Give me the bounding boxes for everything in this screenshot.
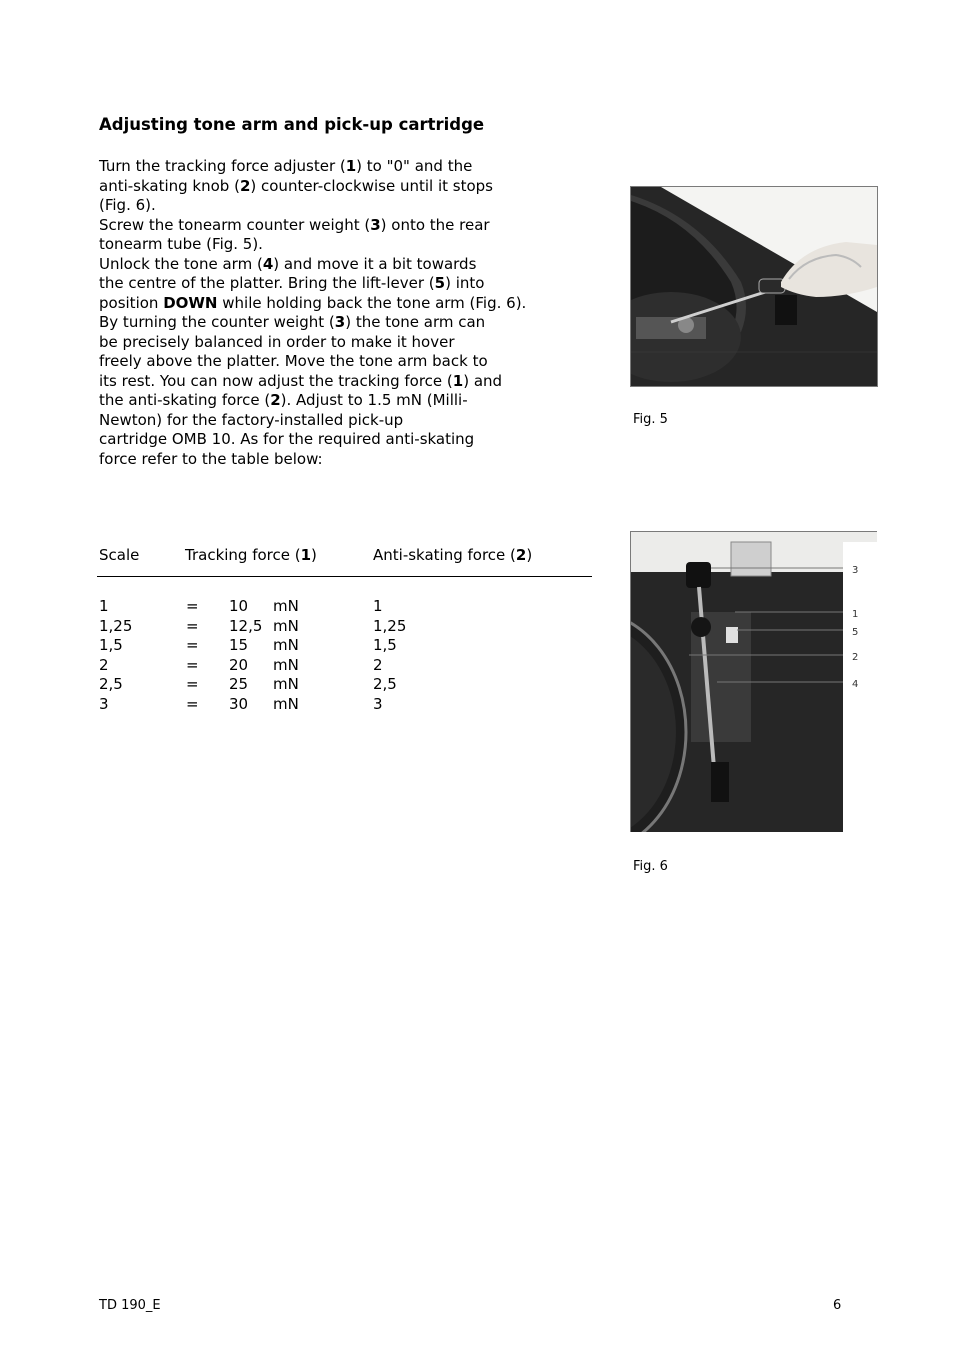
paragraph-line: By turning the counter weight (3) the tone arm can [99, 313, 486, 331]
table-cell-unit: mN [273, 675, 299, 694]
paragraph-line: anti-skating knob (2) counter-clockwise until it stops [99, 176, 493, 195]
table-header-scale: Scale [99, 546, 140, 564]
table-cell-unit: mN [273, 636, 299, 655]
fig5-turntable-illustration [631, 187, 877, 386]
table-cell-eq: = [186, 675, 199, 694]
table-cell-eq: = [186, 636, 199, 655]
table-cell-unit: mN [273, 655, 299, 674]
table-cell-anti: 2 [373, 655, 383, 674]
table-cell-eq: = [186, 616, 199, 635]
table-cell-scale: 1,25 [99, 616, 133, 635]
fig6-callout-label: 1 [852, 609, 859, 620]
table-cell-anti: 1 [373, 597, 383, 615]
table-cell-scale: 1 [99, 597, 109, 615]
fig6-callout-label: 3 [852, 565, 859, 576]
fig5-photo [630, 186, 878, 387]
fig6-callout-label: 2 [852, 652, 859, 663]
fig6-tonearm-illustration [631, 532, 877, 832]
page-number: 6 [833, 1298, 842, 1313]
paragraph-line: cartridge OMB 10. As for the required anti-skating [99, 430, 475, 448]
paragraph-line: Unlock the tone arm (4) and move it a bit towards [99, 254, 477, 273]
paragraph-line: Newton) for the factory-installed pick-up [99, 410, 404, 429]
paragraph-line: the anti-skating force (2). Adjust to 1.5 mN (Milli- [99, 391, 468, 409]
table-cell-unit: mN [273, 695, 299, 713]
footer-doc-id: TD 190_E [99, 1298, 161, 1313]
table-cell-eq: = [186, 695, 199, 713]
paragraph-line: force refer to the table below: [99, 449, 323, 468]
table-cell-value: 12,5 [229, 616, 263, 635]
table-cell-eq: = [186, 655, 199, 674]
table-cell-scale: 3 [99, 695, 109, 713]
paragraph-line: Screw the tonearm counter weight (3) onto the rear [99, 215, 490, 234]
fig6-photo [630, 531, 877, 832]
table-cell-value: 20 [229, 655, 249, 674]
paragraph-line: the centre of the platter. Bring the lift-lever (5) into [99, 274, 485, 292]
paragraph-line: Turn the tracking force adjuster (1) to "0" and the [99, 157, 473, 175]
fig6-callout-label: 5 [852, 627, 859, 638]
paragraph-line: be precisely balanced in order to make it hover [99, 332, 455, 351]
table-cell-value: 25 [229, 675, 249, 694]
fig6-callout-label: 4 [852, 679, 859, 690]
table-cell-value: 30 [229, 695, 249, 713]
table-cell-anti: 1,25 [373, 616, 407, 635]
paragraph-line: freely above the platter. Move the tone arm back to [99, 352, 488, 370]
section-title: Adjusting tone arm and pick-up cartridge [99, 115, 485, 134]
paragraph-line: position DOWN while holding back the tone arm (Fig. 6). [99, 293, 527, 312]
fig5-caption: Fig. 5 [633, 412, 668, 427]
table-cell-scale: 2,5 [99, 675, 123, 694]
table-cell-anti: 3 [373, 695, 383, 713]
paragraph-line: (Fig. 6). [99, 196, 156, 214]
table-cell-anti: 2,5 [373, 675, 397, 694]
paragraph-line: tonearm tube (Fig. 5). [99, 235, 263, 253]
table-cell-value: 15 [229, 636, 249, 655]
table-cell-unit: mN [273, 616, 299, 635]
table-header-tracking: Tracking force (1) [185, 546, 317, 564]
table-cell-scale: 2 [99, 655, 109, 674]
fig6-caption: Fig. 6 [633, 859, 668, 874]
table-cell-unit: mN [273, 597, 299, 615]
table-cell-value: 10 [229, 597, 249, 615]
table-cell-anti: 1,5 [373, 636, 397, 655]
table-header-rule [97, 576, 592, 577]
table-cell-scale: 1,5 [99, 636, 123, 655]
table-cell-eq: = [186, 597, 199, 615]
table-header-antiskating: Anti-skating force (2) [373, 546, 533, 564]
instructions-paragraph [99, 157, 526, 469]
paragraph-line: its rest. You can now adjust the tracking force (1) and [99, 371, 503, 390]
